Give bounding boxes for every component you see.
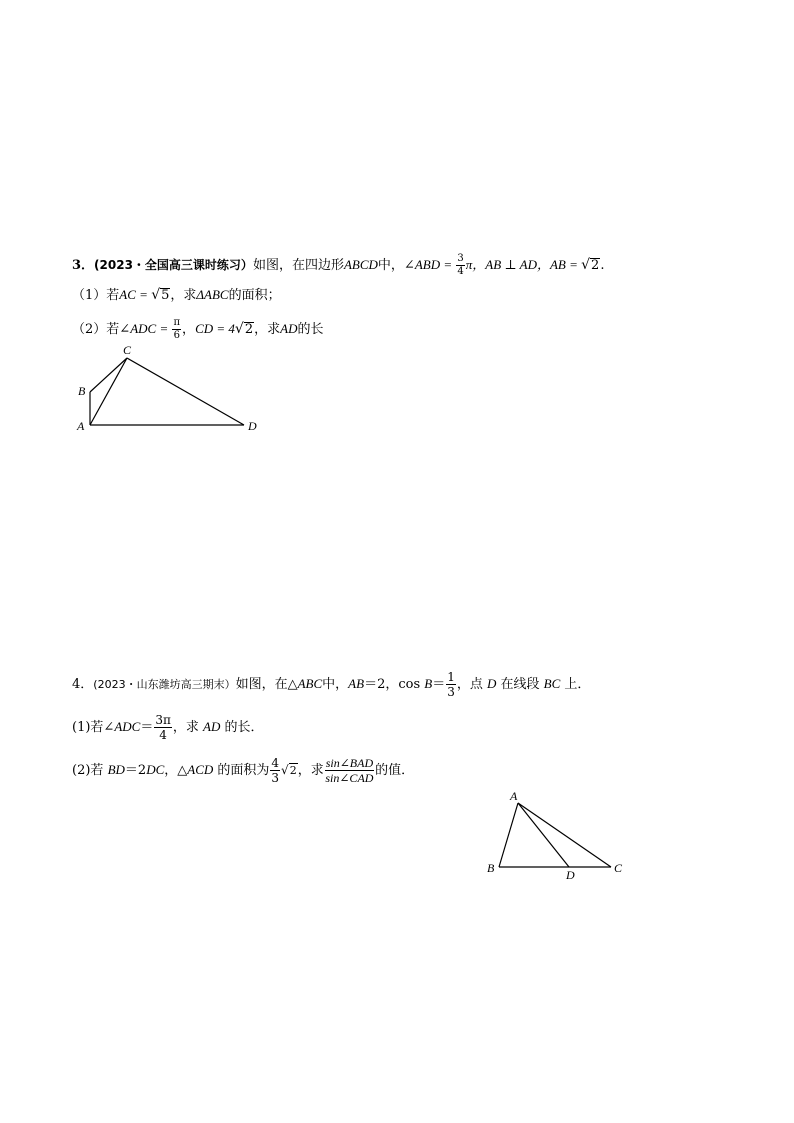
label-d: D: [566, 868, 575, 882]
problem3-part2-sep: ，: [182, 322, 196, 337]
problem4-part2-a: 若: [90, 763, 108, 778]
problem3-part2-angle: ∠ADC =: [119, 321, 172, 336]
problem4-part1: [72, 714, 264, 741]
problem4-on: 在线段: [496, 677, 544, 692]
edge-bc: [90, 358, 127, 392]
problem4-ab-eq: ＝2，cos: [364, 677, 425, 692]
problem3-part2-a: 若: [106, 322, 120, 337]
edge-ab: [499, 803, 518, 867]
problem4-frac-den: 3: [447, 685, 455, 699]
problem3-intro: 如图，在四边形: [252, 258, 344, 273]
problem3-part1: [72, 286, 281, 305]
problem4-number: 4．: [72, 677, 94, 692]
problem3-part2-frac-den: 6: [173, 330, 180, 341]
problem3-part1-c: 的面积；: [228, 288, 281, 303]
problem4-part2-fraction: [270, 757, 280, 784]
problem3-part1-b: ，求: [170, 288, 197, 303]
problem4-d-text: ，点: [456, 677, 487, 692]
edge-ac: [518, 803, 611, 867]
problem3-frac-num: 3: [457, 253, 464, 264]
problem3-part1-num: （1）: [72, 288, 107, 303]
edge-ac: [90, 358, 127, 425]
problem3-perp: AB ⊥ AD，: [485, 257, 550, 272]
problem4-b: B: [424, 676, 433, 691]
sqrt-icon: √: [151, 287, 161, 303]
problem4-part2-b: ，: [164, 763, 178, 778]
problem4-part1-a: 若∠: [90, 720, 115, 735]
problem4-part2-frac-den: 3: [271, 771, 280, 785]
problem4-part2-eq: ＝2: [124, 763, 147, 778]
problem4-bc: BC: [543, 676, 561, 691]
problem3-ab-eq: AB =: [549, 257, 582, 272]
problem3-quad: ABCD: [343, 257, 378, 272]
problem3-part2-ad: AD: [280, 321, 298, 336]
problem4-source: (2023・山东潍坊高三期末）: [93, 678, 236, 691]
problem4-part1-fraction: [154, 714, 172, 741]
problem3-fraction: [456, 254, 464, 277]
sqrt-icon: √: [234, 321, 244, 337]
problem3-part2-frac-num: π: [173, 317, 181, 328]
problem3-part1-ac: AC =: [119, 287, 152, 302]
problem3-part1-val: 5: [161, 288, 170, 303]
problem3-angle-abd: ∠ABD =: [403, 257, 456, 272]
problem3-part2-fraction: [172, 318, 181, 341]
problem4-part2-ratio-den: sin∠CAD: [325, 771, 374, 785]
problem4-part2-c: 的面积为: [213, 763, 270, 778]
problem4-part1-adc: ADC: [114, 719, 141, 734]
problem3-part1-tri: ΔABC: [196, 287, 229, 302]
problem4-part2: [72, 757, 414, 784]
problem3-figure: [72, 340, 272, 440]
problem4-part2-d: ，求: [297, 763, 324, 778]
problem4-part2-num: (2): [72, 763, 91, 778]
problem3-part1-a: 若: [106, 288, 120, 303]
label-d: D: [248, 419, 257, 433]
problem3-frac-den: 4: [457, 266, 464, 277]
problem4-part1-num: (1): [72, 720, 91, 735]
problem3-part2-num: （2）: [72, 322, 107, 337]
problem3-part2-cd: CD = 4: [195, 321, 235, 336]
label-c: C: [614, 861, 623, 875]
problem4-part1-ad: AD: [203, 719, 221, 734]
label-a: A: [77, 419, 85, 433]
problem4-statement: [72, 671, 590, 698]
problem4-tri: △ABC: [287, 676, 323, 691]
label-b: B: [78, 384, 86, 398]
problem4-part1-frac-num: 3π: [155, 713, 171, 727]
problem4-frac-num: 1: [447, 670, 455, 684]
problem4-ab: AB: [348, 676, 365, 691]
problem4-part1-frac-den: 4: [159, 728, 167, 742]
problem4-mid: 中，: [322, 677, 349, 692]
problem4-part1-b: ，求: [172, 720, 204, 735]
problem4-eq: ＝: [432, 677, 446, 692]
problem3-pi: π，: [465, 257, 486, 272]
problem3-mid: 中，: [377, 258, 404, 273]
label-a: A: [510, 789, 518, 803]
problem4-intro: 如图，在: [235, 677, 288, 692]
sqrt-icon: √: [581, 257, 591, 273]
label-c: C: [123, 343, 132, 357]
problem4-part2-bd: BD: [107, 762, 125, 777]
problem3-statement: [72, 254, 604, 277]
problem4-part2-dc: DC: [146, 762, 165, 777]
problem3-part2-val: 2: [244, 322, 254, 337]
edge-cd: [127, 358, 244, 425]
problem4-part1-c: 的长．: [220, 720, 264, 735]
problem4-d: D: [487, 676, 497, 691]
problem4-part2-e: 的值．: [375, 763, 415, 778]
problem3-end: .: [600, 258, 605, 273]
label-b: B: [487, 861, 495, 875]
problem3-ab-val: 2: [591, 258, 600, 273]
problem4-part2-frac-num: 4: [271, 756, 280, 770]
problem4-part2-tri: △ACD: [177, 762, 214, 777]
problem3-source: (2023・全国高三课时练习）: [94, 258, 253, 272]
problem3-part2-c: 的长: [297, 322, 324, 337]
problem4-part1-eq: ＝: [140, 720, 154, 735]
problem3-part2: [72, 318, 323, 341]
problem4-figure: [480, 788, 630, 883]
edge-ad: [518, 803, 569, 867]
problem4-part2-ratio: [325, 757, 374, 784]
problem4-end: 上．: [560, 677, 591, 692]
problem4-part2-val: 2: [289, 764, 297, 777]
sqrt-icon: √: [281, 763, 289, 777]
problem3-part2-b: ，求: [254, 322, 281, 337]
problem4-part2-ratio-num: sin∠BAD: [325, 756, 374, 770]
problem3-number: 3．: [72, 258, 95, 273]
problem4-fraction: [446, 671, 456, 698]
